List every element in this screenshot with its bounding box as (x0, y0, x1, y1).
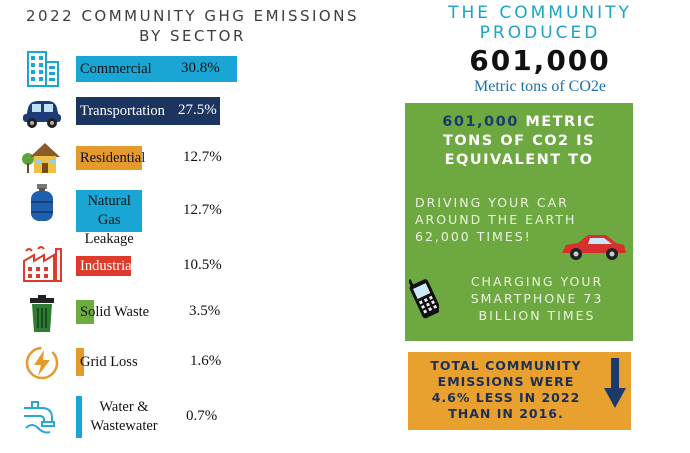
total-emissions-value: 601,000 (469, 44, 611, 77)
chart-title-line-2: BY SECTOR (139, 27, 246, 45)
building-icon (20, 48, 64, 88)
charging-equivalence (443, 273, 631, 324)
bar-label-natural-gas-leakage: Natural Gas Leakage (84, 193, 134, 247)
smartphone-icon (409, 273, 439, 319)
reduction-line-1: TOTAL COMMUNITY (430, 358, 582, 373)
reduction-panel (408, 352, 631, 430)
bar-label-water-wastewater: Water & Wastewater (90, 399, 158, 434)
down-arrow-icon (604, 358, 626, 408)
bar-label-grid-loss: Grid Loss (80, 353, 138, 370)
charging-line-2: SMARTPHONE 73 (470, 291, 604, 306)
community-title-line-2: PRODUCED (479, 23, 601, 43)
chart-title (0, 6, 385, 46)
red-car-icon (558, 229, 628, 263)
driving-line-1: DRIVING YOUR CAR (415, 195, 569, 210)
car-icon (20, 92, 64, 132)
factory-icon (20, 243, 64, 283)
pct-label-grid-loss: 1.6% (190, 353, 222, 369)
equivalence-heading-accent: 601,000 (442, 114, 519, 130)
pct-label-water-wastewater: 0.7% (186, 408, 218, 424)
house-icon (20, 137, 64, 177)
reduction-line-3: 4.6% LESS IN 2022 (431, 390, 581, 405)
equivalence-heading (405, 113, 633, 170)
equivalence-panel (405, 103, 633, 341)
reduction-line-4: THAN IN 2016. (448, 406, 564, 421)
pct-label-transportation: 27.5% (178, 102, 217, 118)
driving-line-2: AROUND THE EARTH (415, 212, 577, 227)
bar-label-industrial: Industrial (80, 257, 136, 274)
equivalence-heading-line-1 (405, 113, 633, 132)
reduction-line-2: EMISSIONS WERE (437, 374, 575, 389)
pct-label-industrial: 10.5% (183, 257, 222, 273)
bar-label-commercial: Commercial (80, 60, 152, 77)
community-title-line-1: THE COMMUNITY (448, 3, 632, 23)
bar-label-transportation: Transportation (80, 102, 165, 119)
gas-tank-icon (20, 183, 64, 223)
pct-label-commercial: 30.8% (181, 60, 220, 76)
bar-label-solid-waste: Solid Waste (80, 303, 150, 320)
bar-water-wastewater (76, 396, 82, 438)
community-produced-title (405, 3, 675, 43)
reduction-text (416, 358, 596, 422)
chart-title-line-1: 2022 COMMUNITY GHG EMISSIONS (26, 7, 359, 25)
charging-line-1: CHARGING YOUR (470, 274, 604, 289)
pct-label-solid-waste: 3.5% (189, 303, 221, 319)
bar-label-residential: Residential (80, 149, 146, 166)
equivalence-heading-line-3: EQUIVALENT TO (444, 152, 594, 168)
equivalence-heading-line-2: TONS OF CO2 IS (442, 133, 596, 149)
equivalence-heading-rest: METRIC (518, 114, 596, 130)
lightning-icon (20, 343, 64, 383)
water-faucet-icon (20, 398, 64, 438)
total-emissions-unit: Metric tons of CO2e (474, 78, 606, 95)
charging-line-3: BILLION TIMES (478, 308, 596, 323)
pct-label-residential: 12.7% (183, 149, 222, 165)
trash-can-icon (20, 294, 64, 334)
pct-label-natural-gas-leakage: 12.7% (183, 202, 222, 218)
driving-line-3: 62,000 TIMES! (415, 229, 532, 244)
